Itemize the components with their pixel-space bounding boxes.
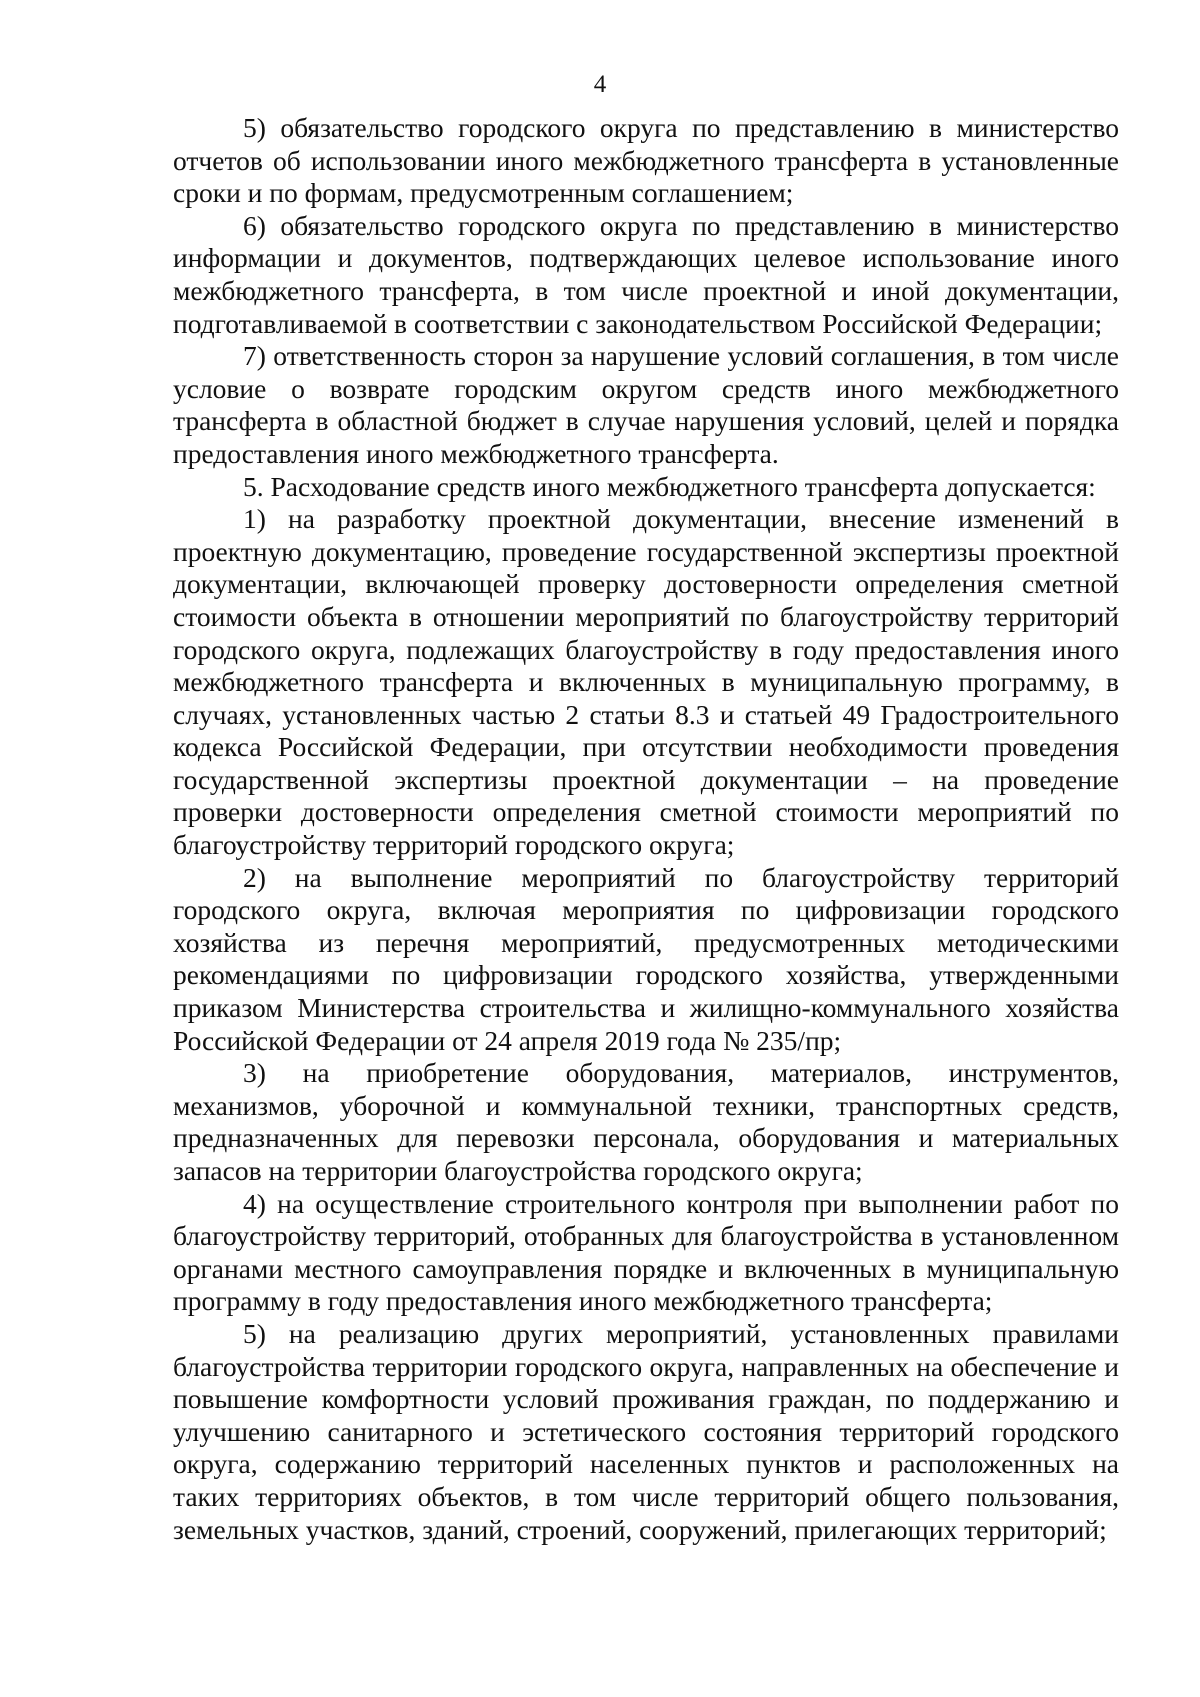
paragraph-responsibility: 7) ответственность сторон за нарушение условий соглашения, в том числе условие о возврате городским округом средств иного межбюджетного трансферта в областной бюджет в случае нарушения условий, целей и порядка предоставления иного межбюджетного трансферта. — [173, 340, 1119, 469]
paragraph-obligation-documents: 6) обязательство городского округа по представлению в министерство информации и документов, подтверждающих целевое использование иного межбюджетного трансферта, в том числе проектной и иной документации, подготавливаемой в соответствии с законодательством Российской Федерации; — [173, 209, 1119, 339]
paragraph-item-1-design-docs: 1) на разработку проектной документации, внесение изменений в проектную документацию, проведение государственной экспертизы проектной документации, включающей проверку достоверности определения сметной стоимости объекта в отношении мероприятий по благоустройству территорий городского округа, подлежащих благоустройству в году предоставления иного межбюджетного трансферта и включенных в муниципальную программу, в случаях, установленных частью 2 статьи 8.3 и статьей 49 Градостроительного кодекса Российской Федерации, при отсутствии необходимости проведения государственной экспертизы проектной документации – на проведение проверки достоверности определения сметной стоимости мероприятий по благоустройству территорий городского округа; — [173, 503, 1119, 861]
paragraph-obligation-reports: 5) обязательство городского округа по представлению в министерство отчетов об использовании иного межбюджетного трансферта в установленные сроки и по формам, предусмотренным соглашением; — [173, 112, 1119, 209]
document-body — [173, 112, 1119, 1546]
paragraph-item-4-construction-control: 4) на осуществление строительного контроля при выполнении работ по благоустройству территорий, отобранных для благоустройства в установленном органами местного самоуправления порядке и включенных в муниципальную программу в году предоставления иного межбюджетного трансферта; — [173, 1187, 1119, 1317]
paragraph-section-5-heading: 5. Расходование средств иного межбюджетного трансферта допускается: — [243, 470, 1096, 502]
paragraph-item-3-equipment: 3) на приобретение оборудования, материалов, инструментов, механизмов, уборочной и коммунальной техники, транспортных средств, предназначенных для перевозки персонала, оборудования и материальных запасов на территории благоустройства городского округа; — [173, 1057, 1119, 1186]
paragraph-item-2-landscaping: 2) на выполнение мероприятий по благоустройству территорий городского округа, включая мероприятия по цифровизации городского хозяйства из перечня мероприятий, предусмотренных методическими рекомендациями по цифровизации городского хозяйства, утвержденными приказом Министерства строительства и жилищно-коммунального хозяйства Российской Федерации от 24 апреля 2019 года № 235/пр; — [173, 861, 1119, 1056]
paragraph-item-5-other-measures: 5) на реализацию других мероприятий, установленных правилами благоустройства территории городского округа, направленных на обеспечение и повышение комфортности условий проживания граждан, по поддержанию и улучшению санитарного и эстетического состояния территорий городского округа, содержанию территорий населенных пунктов и расположенных на таких территориях объектов, в том числе территорий общего пользования, земельных участков, зданий, строений, сооружений, прилегающих территорий; — [173, 1317, 1119, 1545]
page-number: 4 — [593, 71, 607, 98]
